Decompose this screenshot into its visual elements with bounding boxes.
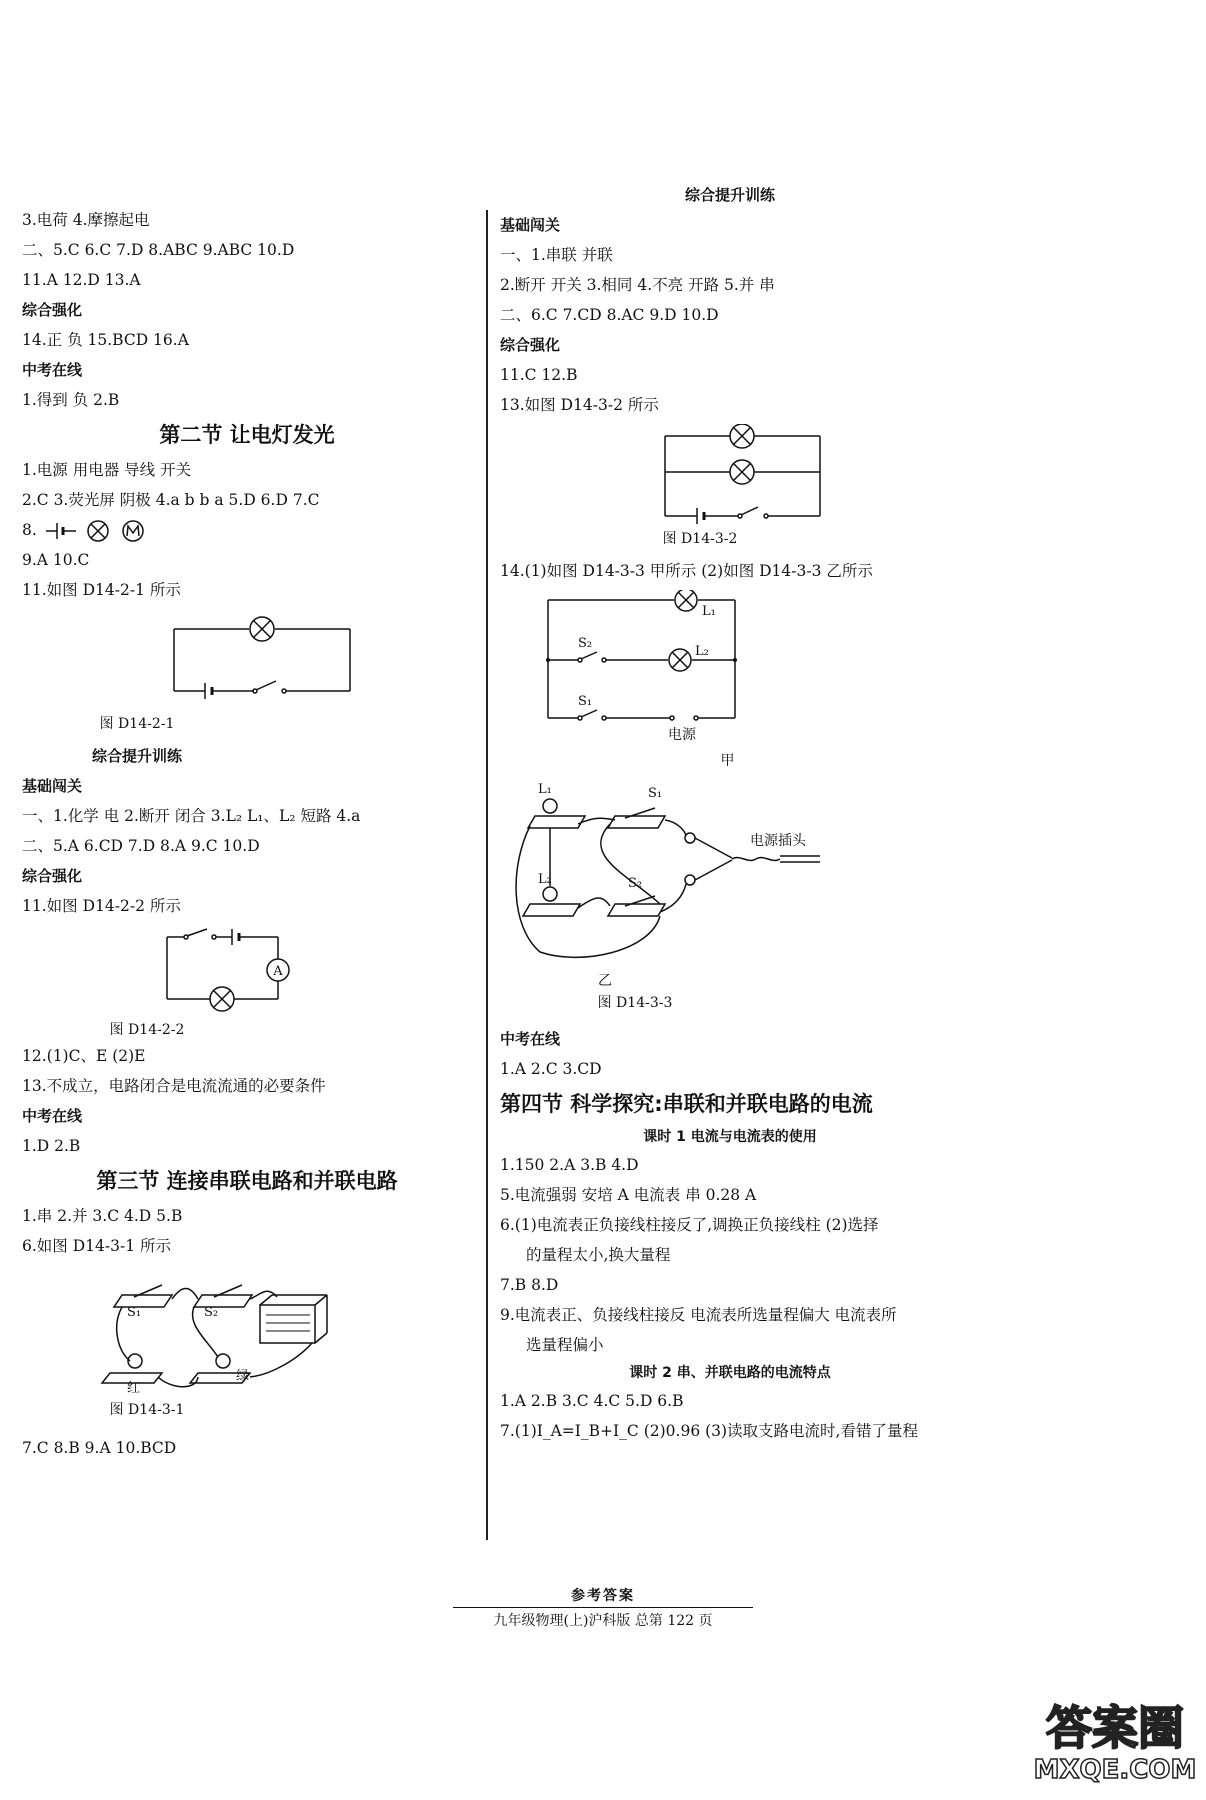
circuit-diagram-d14-2-1 xyxy=(22,609,472,709)
left-column xyxy=(22,205,472,1463)
section-subtitle: 综合提升训练 xyxy=(91,747,182,765)
answer-line: 13.如图 D14-3-2 所示 xyxy=(500,396,659,414)
watermark-en: MXQE.COM xyxy=(1033,1755,1197,1785)
figure-caption: 图 D14-2-2 xyxy=(109,1022,185,1038)
answer-line: 14.(1)如图 D14-3-3 甲所示 (2)如图 D14-3-3 乙所示 xyxy=(500,562,873,580)
figure-caption: 图 D14-3-1 xyxy=(109,1402,185,1418)
answer-line: 二、6.C 7.CD 8.AC 9.D 10.D xyxy=(500,306,719,324)
circuit-diagram-d14-3-2 xyxy=(500,424,960,524)
figure-sublabel: 乙 xyxy=(598,973,612,989)
power-label: 电源 xyxy=(668,727,696,743)
section-heading: 第三节 连接串联电路和并联电路 xyxy=(96,1169,398,1193)
answer-line: 2.断开 开关 3.相同 4.不亮 开路 5.并 串 xyxy=(500,276,775,294)
wiring-illustration-d14-3-1 xyxy=(22,1265,472,1395)
section-heading: 第四节 科学探究:串联和并联电路的电流 xyxy=(500,1092,873,1116)
lamp-color-label: 红 xyxy=(127,1381,141,1396)
subsection-heading: 综合强化 xyxy=(22,301,83,319)
lamp-color-label: 绿 xyxy=(236,1369,250,1384)
wiring-illustration-d14-3-3-yi xyxy=(500,776,960,966)
answer-line: 1.得到 负 2.B xyxy=(22,391,120,409)
answer-line: 1.电源 用电器 导线 开关 xyxy=(22,461,192,479)
answer-line: 7.C 8.B 9.A 10.BCD xyxy=(22,1439,177,1457)
footer-rule xyxy=(453,1607,753,1608)
figure-caption: 图 D14-3-2 xyxy=(662,531,738,547)
answer-line: 6.(1)电流表正负接线柱接反了,调换正负接线柱 (2)选择 xyxy=(500,1216,879,1234)
switch-label: S₁ xyxy=(648,786,663,801)
lamp-symbol-icon xyxy=(85,518,111,544)
answer-line-symbols xyxy=(22,515,472,545)
answer-line: 的量程太小,换大量程 xyxy=(526,1246,671,1264)
answer-line: 二、5.A 6.CD 7.D 8.A 9.C 10.D xyxy=(22,837,260,855)
answer-line: 7.(1)I_A=I_B+I_C (2)0.96 (3)读取支路电流时,看错了量程 xyxy=(500,1422,918,1440)
answer-line: 3.电荷 4.摩擦起电 xyxy=(22,211,150,229)
answer-line: 2.C 3.荧光屏 阴极 4.a b b a 5.D 6.D 7.C xyxy=(22,491,320,509)
answer-line: 13.不成立，电路闭合是电流流通的必要条件 xyxy=(22,1077,326,1095)
answer-line: 二、5.C 6.C 7.D 8.ABC 9.ABC 10.D xyxy=(22,241,295,259)
answer-line: 9.电流表正、负接线柱接反 电流表所选量程偏大 电流表所 xyxy=(500,1306,897,1324)
subsection-heading: 中考在线 xyxy=(22,1107,83,1125)
right-column xyxy=(500,180,960,1446)
switch-label: S₂ xyxy=(204,1305,219,1320)
answer-line: 7.B 8.D xyxy=(500,1276,559,1294)
page-footer xyxy=(0,1585,1206,1630)
plug-label: 电源插头 xyxy=(750,833,806,849)
answer-line: 5.电流强弱 安培 A 电流表 串 0.28 A xyxy=(500,1186,757,1204)
footer-title: 参考答案 xyxy=(571,1588,635,1604)
answer-line: 一、1.化学 电 2.断开 闭合 3.L₂ L₁、L₂ 短路 4.a xyxy=(22,807,361,825)
subsection-heading: 综合强化 xyxy=(22,867,83,885)
section-subtitle: 综合提升训练 xyxy=(684,186,775,204)
answer-line: 选量程偏小 xyxy=(526,1336,604,1354)
answer-line: 11.A 12.D 13.A xyxy=(22,271,141,289)
lamp-label: L₁ xyxy=(702,604,716,619)
lamp-label: L₂ xyxy=(538,872,552,887)
answer-line: 1.串 2.并 3.C 4.D 5.B xyxy=(22,1207,183,1225)
answer-line: 6.如图 D14-3-1 所示 xyxy=(22,1237,171,1255)
answer-line: 14.正 负 15.BCD 16.A xyxy=(22,331,189,349)
answer-line: 11.C 12.B xyxy=(500,366,578,384)
subsection-heading: 中考在线 xyxy=(22,361,83,379)
figure-caption: 图 D14-3-3 xyxy=(597,995,673,1011)
subsection-heading: 基础闯关 xyxy=(22,777,83,795)
circuit-diagram-d14-3-3-jia xyxy=(500,590,960,743)
answer-line: 一、1.串联 并联 xyxy=(500,246,613,264)
switch-label: S₂ xyxy=(578,636,593,651)
figure-sublabel: 甲 xyxy=(720,753,735,769)
battery-symbol-icon xyxy=(46,520,76,542)
subsection-heading: 基础闯关 xyxy=(500,216,561,234)
answer-number: 8. xyxy=(22,521,37,539)
watermark-cn: 答案圈 xyxy=(1046,1701,1184,1755)
switch-label: S₁ xyxy=(127,1305,142,1320)
answer-line: 9.A 10.C xyxy=(22,551,90,569)
answer-line: 1.150 2.A 3.B 4.D xyxy=(500,1156,639,1174)
subsection-heading: 综合强化 xyxy=(500,336,561,354)
answer-line: 1.D 2.B xyxy=(22,1137,81,1155)
section-heading: 第二节 让电灯发光 xyxy=(159,423,335,447)
lesson-heading: 课时 1 电流与电流表的使用 xyxy=(643,1129,817,1145)
answer-line: 1.A 2.C 3.CD xyxy=(500,1060,602,1078)
switch-label: S₂ xyxy=(628,876,643,891)
answer-line: 11.如图 D14-2-1 所示 xyxy=(22,581,181,599)
answer-line: 11.如图 D14-2-2 所示 xyxy=(22,897,181,915)
lesson-heading: 课时 2 串、并联电路的电流特点 xyxy=(629,1365,831,1381)
watermark-logo xyxy=(1030,1702,1200,1794)
lamp-label: L₁ xyxy=(538,782,552,797)
column-divider xyxy=(486,210,488,1540)
answer-line: 1.A 2.B 3.C 4.C 5.D 6.B xyxy=(500,1392,684,1410)
figure-caption: 图 D14-2-1 xyxy=(99,716,175,732)
footer-subtitle: 九年级物理(上)沪科版 总第 122 页 xyxy=(493,1613,713,1629)
ammeter-label: A xyxy=(273,964,283,979)
answer-line: 12.(1)C、E (2)E xyxy=(22,1047,146,1065)
subsection-heading: 中考在线 xyxy=(500,1030,561,1048)
motor-symbol-icon xyxy=(120,518,146,544)
lamp-label: L₂ xyxy=(695,644,709,659)
switch-label: S₁ xyxy=(578,694,593,709)
